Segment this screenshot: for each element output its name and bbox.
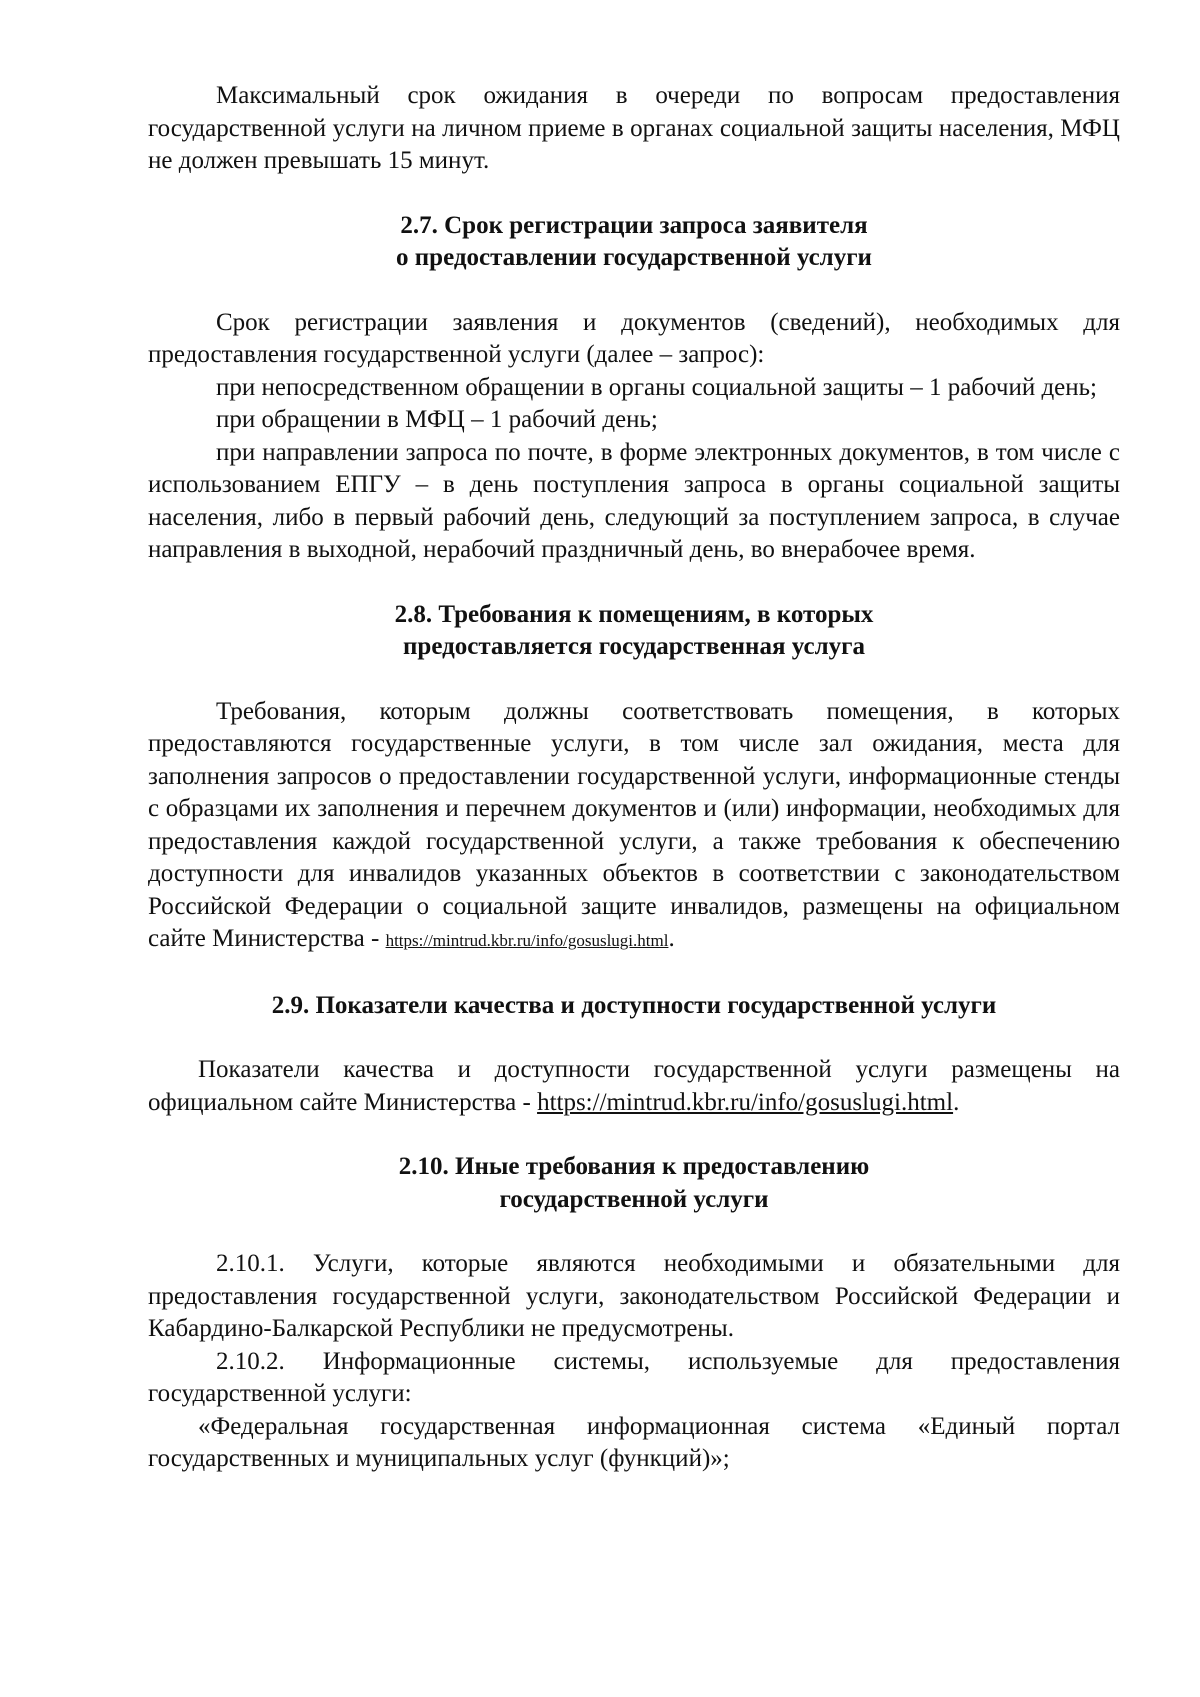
section-heading-2-10 bbox=[148, 1151, 1120, 1216]
ministry-link[interactable]: https://mintrud.kbr.ru/info/gosuslugi.html bbox=[537, 1088, 954, 1116]
section-heading-2-7 bbox=[148, 210, 1120, 275]
heading-line: 2.8. Требования к помещениям, в которых bbox=[394, 600, 874, 628]
paragraph-text: Показатели качества и доступности государственной услуги размещены на официальном сайте Министерства - bbox=[148, 1056, 1120, 1116]
document-body bbox=[148, 80, 1120, 1476]
heading-line: 2.10. Иные требования к предоставлению bbox=[398, 1153, 870, 1180]
paragraph-mfc-appeal: при обращении в МФЦ – 1 рабочий день; bbox=[216, 406, 658, 433]
paragraph-end: . bbox=[953, 1088, 960, 1116]
heading-line: 2.9. Показатели качества и доступности государственной услуги bbox=[271, 991, 997, 1019]
paragraph-direct-appeal: при непосредственном обращении в органы социальной защиты – 1 рабочий день; bbox=[216, 373, 1097, 401]
paragraph-queue-wait: Максимальный срок ожидания в очереди по вопросам предоставления государственной услуги на личном приеме в органах социальной защиты населения, МФЦ не должен превышать 15 минут. bbox=[148, 82, 1120, 174]
heading-line: 2.7. Срок регистрации запроса заявителя bbox=[400, 211, 868, 239]
heading-line: о предоставлении государственной услуги bbox=[396, 244, 872, 271]
paragraph-epgu-system: «Федеральная государственная информационная система «Единый портал государственных и муниципальных услуг (функций)»; bbox=[148, 1412, 1120, 1472]
heading-line: государственной услуги bbox=[499, 1185, 769, 1213]
heading-line: предоставляется государственная услуга bbox=[403, 633, 865, 660]
paragraph-2-10-1: 2.10.1. Услуги, которые являются необходимыми и обязательными для предоставления государственной услуги, законодательством Российской Федерации и Кабардино-Балкарской Республики не предусмотрены. bbox=[148, 1250, 1120, 1342]
ministry-link[interactable]: https://mintrud.kbr.ru/info/gosuslugi.html bbox=[385, 931, 669, 950]
section-heading-2-8 bbox=[148, 599, 1120, 664]
paragraph-premises-requirements bbox=[148, 696, 1120, 958]
paragraph-registration-term: Срок регистрации заявления и документов (сведений), необходимых для предоставления государственной услуги (далее – запрос): bbox=[148, 308, 1120, 368]
paragraph-end: . bbox=[668, 925, 675, 952]
paragraph-text: Требования, которым должны соответствовать помещения, в которых предоставляются государственные услуги, в том числе зал ожидания, места для заполнения запросов о предоставлении государственной услуги, информационные стенды с образцами их заполнения и перечнем документов и (или) информации, необходимых для предоставления каждой государственной услуги, а также требования к обеспечению доступности для инвалидов указанных объектов в соответствии с законодательством Российской Федерации о социальной защите инвалидов, размещены на официальном сайте Министерства - bbox=[148, 697, 1120, 952]
section-heading-2-9 bbox=[148, 990, 1120, 1023]
paragraph-quality-indicators bbox=[148, 1054, 1120, 1119]
paragraph-2-10-2: 2.10.2. Информационные системы, используемые для предоставления государственной услуги: bbox=[148, 1347, 1120, 1407]
paragraph-mail-appeal: при направлении запроса по почте, в форме электронных документов, в том числе с использованием ЕПГУ – в день поступления запроса в органы социальной защиты населения, либо в первый рабочий день, следующий за поступлением запроса, в случае направления в выходной, нерабочий праздничный день, во внерабочее время. bbox=[148, 438, 1120, 563]
